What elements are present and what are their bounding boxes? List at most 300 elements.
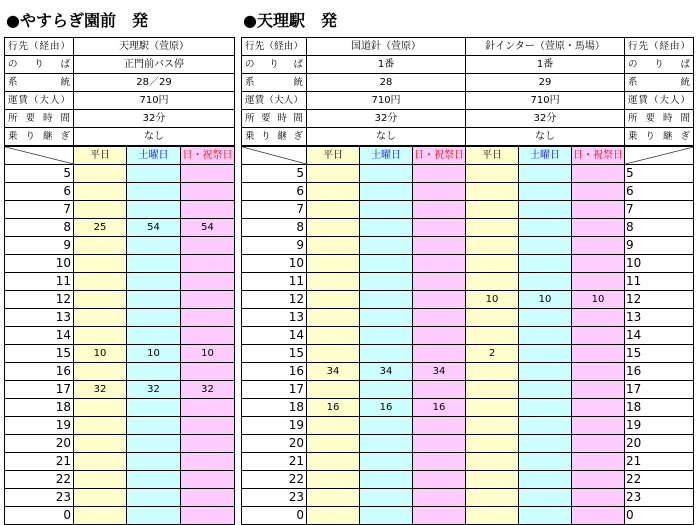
minute-cell-weekday: 25	[74, 219, 127, 237]
minute-cell-weekday	[74, 255, 127, 273]
hour-label: 23	[5, 489, 74, 507]
minute-cell-b-holiday	[572, 507, 625, 525]
minute-cell-holiday	[181, 507, 235, 525]
minute-cell-weekday	[74, 507, 127, 525]
minute-cell-a-weekday	[307, 309, 360, 327]
minute-cell-a-saturday	[360, 327, 413, 345]
minute-cell-b-saturday	[519, 507, 572, 525]
hour-row	[242, 399, 694, 417]
minute-cell-a-holiday	[413, 255, 466, 273]
duration-b-value: 32分	[466, 110, 625, 128]
minute-cell-a-saturday	[360, 255, 413, 273]
minute-cell-b-saturday	[519, 471, 572, 489]
minute-cell-b-saturday	[519, 183, 572, 201]
hour-label: 9	[242, 237, 307, 255]
minute-cell-a-saturday: 34	[360, 363, 413, 381]
hour-label: 22	[242, 471, 307, 489]
hour-row	[242, 273, 694, 291]
hour-row	[5, 417, 235, 435]
hour-label: 21	[5, 453, 74, 471]
minute-cell-b-holiday	[572, 345, 625, 363]
label-boarding-right: の り ば	[625, 56, 694, 74]
minute-cell-b-weekday	[466, 417, 519, 435]
minute-cell-a-weekday	[307, 435, 360, 453]
minute-cell-holiday	[181, 309, 235, 327]
hour-row	[242, 291, 694, 309]
minute-cell-weekday	[74, 453, 127, 471]
hour-label: 10	[242, 255, 307, 273]
minute-cell-b-holiday	[572, 183, 625, 201]
label-duration: 所 要 時 間	[242, 110, 307, 128]
hour-row	[5, 183, 235, 201]
minute-cell-b-holiday	[572, 273, 625, 291]
minute-cell-a-weekday	[307, 291, 360, 309]
minute-cell-b-saturday	[519, 309, 572, 327]
hour-label-right: 11	[625, 273, 694, 291]
minute-cell-b-holiday	[572, 489, 625, 507]
minute-cell-holiday	[181, 417, 235, 435]
hour-label: 21	[242, 453, 307, 471]
hour-label: 16	[242, 363, 307, 381]
hour-row	[242, 165, 694, 183]
minute-cell-holiday	[181, 291, 235, 309]
hour-row	[242, 471, 694, 489]
transfer-b-value: なし	[466, 128, 625, 147]
hour-row	[242, 381, 694, 399]
minute-cell-weekday	[74, 165, 127, 183]
hour-label-right: 13	[625, 309, 694, 327]
minute-cell-a-weekday	[307, 507, 360, 525]
minute-cell-a-holiday: 34	[413, 363, 466, 381]
hour-label: 13	[242, 309, 307, 327]
right-title: ●天理駅 発	[243, 11, 337, 30]
hour-label-right: 23	[625, 489, 694, 507]
minute-cell-holiday	[181, 435, 235, 453]
hour-label-right: 10	[625, 255, 694, 273]
minute-cell-b-saturday	[519, 345, 572, 363]
minute-cell-b-saturday	[519, 255, 572, 273]
minute-cell-weekday	[74, 363, 127, 381]
minute-cell-b-weekday	[466, 165, 519, 183]
hour-label: 12	[242, 291, 307, 309]
minute-cell-weekday	[74, 309, 127, 327]
minute-cell-b-holiday	[572, 237, 625, 255]
minute-cell-saturday	[127, 255, 181, 273]
minute-cell-a-holiday	[413, 381, 466, 399]
minute-cell-b-saturday: 10	[519, 291, 572, 309]
minute-cell-a-holiday	[413, 417, 466, 435]
minute-cell-saturday	[127, 291, 181, 309]
hour-row	[5, 363, 235, 381]
minute-cell-a-weekday	[307, 327, 360, 345]
route-value: 28／29	[74, 74, 235, 92]
hour-label: 14	[242, 327, 307, 345]
minute-cell-saturday: 54	[127, 219, 181, 237]
label-fare: 運賃（大人）	[242, 92, 307, 110]
minute-cell-b-holiday	[572, 255, 625, 273]
minute-cell-a-holiday	[413, 471, 466, 489]
minute-cell-b-holiday	[572, 381, 625, 399]
minute-cell-weekday	[74, 489, 127, 507]
minute-cell-a-weekday	[307, 165, 360, 183]
hour-row	[5, 291, 235, 309]
hour-label-right: 14	[625, 327, 694, 345]
minute-cell-a-saturday	[360, 453, 413, 471]
minute-cell-b-weekday: 10	[466, 291, 519, 309]
minute-cell-weekday: 10	[74, 345, 127, 363]
minute-cell-weekday	[74, 237, 127, 255]
hour-label: 12	[5, 291, 74, 309]
minute-cell-b-holiday	[572, 417, 625, 435]
hour-row	[242, 507, 694, 525]
hour-label-right: 19	[625, 417, 694, 435]
duration-a-value: 32分	[307, 110, 466, 128]
hour-row	[242, 237, 694, 255]
minute-cell-holiday	[181, 363, 235, 381]
minute-cell-holiday	[181, 183, 235, 201]
label-destination: 行先（経由）	[5, 38, 74, 56]
hour-row	[5, 489, 235, 507]
minute-cell-a-weekday	[307, 183, 360, 201]
minute-cell-b-saturday	[519, 219, 572, 237]
minute-cell-weekday	[74, 417, 127, 435]
hour-row	[5, 399, 235, 417]
transfer-value: なし	[74, 128, 235, 147]
minute-cell-weekday	[74, 183, 127, 201]
header-weekday: 平日	[74, 146, 127, 165]
minute-cell-saturday	[127, 327, 181, 345]
minute-cell-b-weekday	[466, 399, 519, 417]
minute-cell-a-holiday	[413, 345, 466, 363]
minute-cell-a-holiday	[413, 489, 466, 507]
destination-b-value: 針インター（萱原・馬場）	[466, 38, 625, 56]
minute-cell-a-holiday	[413, 201, 466, 219]
minute-cell-a-holiday	[413, 453, 466, 471]
hour-label: 9	[5, 237, 74, 255]
minute-cell-a-holiday	[413, 165, 466, 183]
minute-cell-saturday	[127, 183, 181, 201]
minute-cell-b-weekday	[466, 471, 519, 489]
minute-cell-weekday	[74, 291, 127, 309]
hour-row	[242, 489, 694, 507]
minute-cell-saturday	[127, 489, 181, 507]
minute-cell-a-weekday	[307, 453, 360, 471]
hour-row	[5, 309, 235, 327]
minute-cell-saturday	[127, 237, 181, 255]
label-duration: 所 要 時 間	[5, 110, 74, 128]
hour-row	[242, 219, 694, 237]
minute-cell-b-holiday	[572, 471, 625, 489]
minute-cell-saturday	[127, 435, 181, 453]
duration-value: 32分	[74, 110, 235, 128]
minute-cell-a-saturday	[360, 165, 413, 183]
minute-cell-a-weekday	[307, 237, 360, 255]
minute-cell-b-weekday	[466, 489, 519, 507]
hour-label-right: 9	[625, 237, 694, 255]
hour-label-right: 8	[625, 219, 694, 237]
hour-label-right: 16	[625, 363, 694, 381]
minute-cell-b-saturday	[519, 489, 572, 507]
minute-cell-a-saturday	[360, 183, 413, 201]
minute-cell-holiday: 10	[181, 345, 235, 363]
minute-cell-a-saturday	[360, 273, 413, 291]
hour-label-right: 17	[625, 381, 694, 399]
hour-label-right: 6	[625, 183, 694, 201]
label-route: 系 統	[5, 74, 74, 92]
minute-cell-b-holiday	[572, 309, 625, 327]
header-holiday-b: 日・祝祭日	[572, 146, 625, 165]
minute-cell-a-saturday	[360, 309, 413, 327]
minute-cell-a-weekday: 16	[307, 399, 360, 417]
hour-label: 22	[5, 471, 74, 489]
hour-row	[242, 363, 694, 381]
hour-label: 14	[5, 327, 74, 345]
minute-cell-a-holiday	[413, 309, 466, 327]
minute-cell-b-saturday	[519, 417, 572, 435]
label-destination-right: 行先（経由）	[625, 38, 694, 56]
transfer-a-value: なし	[307, 128, 466, 147]
hour-row	[5, 381, 235, 399]
hour-row	[5, 327, 235, 345]
minute-cell-holiday	[181, 273, 235, 291]
hour-label: 10	[5, 255, 74, 273]
minute-cell-holiday: 32	[181, 381, 235, 399]
destination-a-value: 国道針（萱原）	[307, 38, 466, 56]
hour-label: 8	[242, 219, 307, 237]
hour-row	[242, 417, 694, 435]
minute-cell-holiday	[181, 255, 235, 273]
minute-cell-saturday	[127, 165, 181, 183]
minute-cell-holiday	[181, 453, 235, 471]
hour-row	[5, 255, 235, 273]
minute-cell-a-weekday: 34	[307, 363, 360, 381]
header-holiday-a: 日・祝祭日	[413, 146, 466, 165]
minute-cell-a-saturday	[360, 291, 413, 309]
minute-cell-b-saturday	[519, 273, 572, 291]
minute-cell-a-saturday	[360, 237, 413, 255]
hour-label: 15	[5, 345, 74, 363]
hour-label: 8	[5, 219, 74, 237]
minute-cell-a-holiday	[413, 273, 466, 291]
minute-cell-saturday	[127, 453, 181, 471]
minute-cell-a-saturday	[360, 381, 413, 399]
hour-label: 7	[5, 201, 74, 219]
minute-cell-b-saturday	[519, 237, 572, 255]
minute-cell-a-saturday	[360, 507, 413, 525]
hour-row	[5, 507, 235, 525]
minute-cell-a-saturday	[360, 345, 413, 363]
hour-row	[5, 435, 235, 453]
minute-cell-a-holiday	[413, 183, 466, 201]
hour-label: 13	[5, 309, 74, 327]
minute-cell-a-holiday: 16	[413, 399, 466, 417]
minute-cell-b-holiday	[572, 399, 625, 417]
minute-cell-a-holiday	[413, 237, 466, 255]
minute-cell-b-holiday	[572, 363, 625, 381]
minute-cell-a-weekday	[307, 255, 360, 273]
left-timetable	[4, 37, 235, 525]
minute-cell-a-weekday	[307, 201, 360, 219]
minute-cell-a-weekday	[307, 489, 360, 507]
minute-cell-weekday	[74, 435, 127, 453]
minute-cell-b-saturday	[519, 435, 572, 453]
right-timetable	[241, 37, 694, 525]
corner-diagonal	[242, 146, 307, 165]
minute-cell-holiday	[181, 489, 235, 507]
minute-cell-a-holiday	[413, 327, 466, 345]
minute-cell-saturday	[127, 309, 181, 327]
label-transfer-right: 乗 り 継 ぎ	[625, 128, 694, 147]
label-route: 系 統	[242, 74, 307, 92]
minute-cell-b-holiday	[572, 453, 625, 471]
label-transfer: 乗 り 継 ぎ	[5, 128, 74, 147]
minute-cell-b-weekday	[466, 507, 519, 525]
minute-cell-b-weekday	[466, 363, 519, 381]
hour-row	[5, 471, 235, 489]
hour-label-right: 22	[625, 471, 694, 489]
minute-cell-a-weekday	[307, 345, 360, 363]
minute-cell-weekday	[74, 471, 127, 489]
hour-label: 0	[242, 507, 307, 525]
minute-cell-holiday	[181, 327, 235, 345]
minute-cell-a-holiday	[413, 507, 466, 525]
corner-diagonal	[5, 146, 74, 165]
minute-cell-b-saturday	[519, 363, 572, 381]
route-b-value: 29	[466, 74, 625, 92]
minute-cell-b-saturday	[519, 381, 572, 399]
hour-label-right: 7	[625, 201, 694, 219]
header-holiday: 日・祝祭日	[181, 146, 235, 165]
minute-cell-weekday	[74, 273, 127, 291]
hour-label: 5	[5, 165, 74, 183]
minute-cell-a-weekday	[307, 273, 360, 291]
minute-cell-holiday	[181, 237, 235, 255]
hour-row	[5, 273, 235, 291]
hour-label-right: 5	[625, 165, 694, 183]
header-weekday-b: 平日	[466, 146, 519, 165]
minute-cell-b-saturday	[519, 327, 572, 345]
minute-cell-holiday	[181, 399, 235, 417]
minute-cell-a-weekday	[307, 417, 360, 435]
hour-row	[242, 183, 694, 201]
boarding-b-value: 1番	[466, 56, 625, 74]
minute-cell-b-weekday: 2	[466, 345, 519, 363]
minute-cell-saturday: 32	[127, 381, 181, 399]
label-fare: 運賃（大人）	[5, 92, 74, 110]
minute-cell-b-weekday	[466, 453, 519, 471]
destination-value: 天理駅（萱原）	[74, 38, 235, 56]
hour-row	[242, 453, 694, 471]
minute-cell-a-saturday: 16	[360, 399, 413, 417]
minute-cell-saturday	[127, 507, 181, 525]
hour-label: 17	[5, 381, 74, 399]
minute-cell-b-weekday	[466, 309, 519, 327]
hour-label: 20	[242, 435, 307, 453]
hour-label: 20	[5, 435, 74, 453]
label-fare-right: 運賃（大人）	[625, 92, 694, 110]
hour-row	[242, 255, 694, 273]
minute-cell-saturday	[127, 399, 181, 417]
hour-row	[5, 219, 235, 237]
hour-label-right: 18	[625, 399, 694, 417]
hour-label: 18	[5, 399, 74, 417]
hour-label-right: 12	[625, 291, 694, 309]
minute-cell-b-holiday: 10	[572, 291, 625, 309]
minute-cell-b-saturday	[519, 165, 572, 183]
minute-cell-b-weekday	[466, 237, 519, 255]
minute-cell-saturday	[127, 273, 181, 291]
hour-row	[5, 165, 235, 183]
minute-cell-b-holiday	[572, 327, 625, 345]
minute-cell-saturday	[127, 201, 181, 219]
hour-row	[242, 345, 694, 363]
hour-label-right: 15	[625, 345, 694, 363]
fare-b-value: 710円	[466, 92, 625, 110]
hour-label: 0	[5, 507, 74, 525]
route-a-value: 28	[307, 74, 466, 92]
label-destination: 行先（経由）	[242, 38, 307, 56]
hour-label-right: 20	[625, 435, 694, 453]
header-weekday-a: 平日	[307, 146, 360, 165]
header-saturday-a: 土曜日	[360, 146, 413, 165]
minute-cell-a-weekday	[307, 471, 360, 489]
label-route-right: 系 統	[625, 74, 694, 92]
minute-cell-a-saturday	[360, 435, 413, 453]
hour-row	[242, 327, 694, 345]
corner-diagonal-right	[625, 146, 694, 165]
hour-label: 17	[242, 381, 307, 399]
fare-a-value: 710円	[307, 92, 466, 110]
minute-cell-saturday	[127, 417, 181, 435]
minute-cell-weekday	[74, 327, 127, 345]
hour-label: 5	[242, 165, 307, 183]
minute-cell-b-holiday	[572, 219, 625, 237]
minute-cell-b-weekday	[466, 255, 519, 273]
minute-cell-b-saturday	[519, 453, 572, 471]
minute-cell-a-saturday	[360, 201, 413, 219]
hour-row	[5, 237, 235, 255]
minute-cell-a-saturday	[360, 489, 413, 507]
label-boarding: の り ば	[5, 56, 74, 74]
hour-label: 23	[242, 489, 307, 507]
minute-cell-b-holiday	[572, 201, 625, 219]
minute-cell-holiday	[181, 201, 235, 219]
minute-cell-a-saturday	[360, 471, 413, 489]
hour-row	[5, 201, 235, 219]
header-saturday-b: 土曜日	[519, 146, 572, 165]
minute-cell-b-weekday	[466, 273, 519, 291]
minute-cell-saturday: 10	[127, 345, 181, 363]
header-saturday: 土曜日	[127, 146, 181, 165]
hour-label: 15	[242, 345, 307, 363]
hour-label: 6	[242, 183, 307, 201]
minute-cell-a-holiday	[413, 219, 466, 237]
label-duration-right: 所 要 時 間	[625, 110, 694, 128]
minute-cell-b-saturday	[519, 201, 572, 219]
left-title: ●やすらぎ園前 発	[6, 11, 148, 30]
minute-cell-weekday	[74, 399, 127, 417]
fare-value: 710円	[74, 92, 235, 110]
hour-label-right: 21	[625, 453, 694, 471]
minute-cell-a-weekday	[307, 381, 360, 399]
minute-cell-b-weekday	[466, 183, 519, 201]
minute-cell-b-weekday	[466, 327, 519, 345]
hour-label: 11	[242, 273, 307, 291]
hour-label: 16	[5, 363, 74, 381]
minute-cell-a-weekday	[307, 219, 360, 237]
hour-row	[242, 201, 694, 219]
minute-cell-a-saturday	[360, 417, 413, 435]
